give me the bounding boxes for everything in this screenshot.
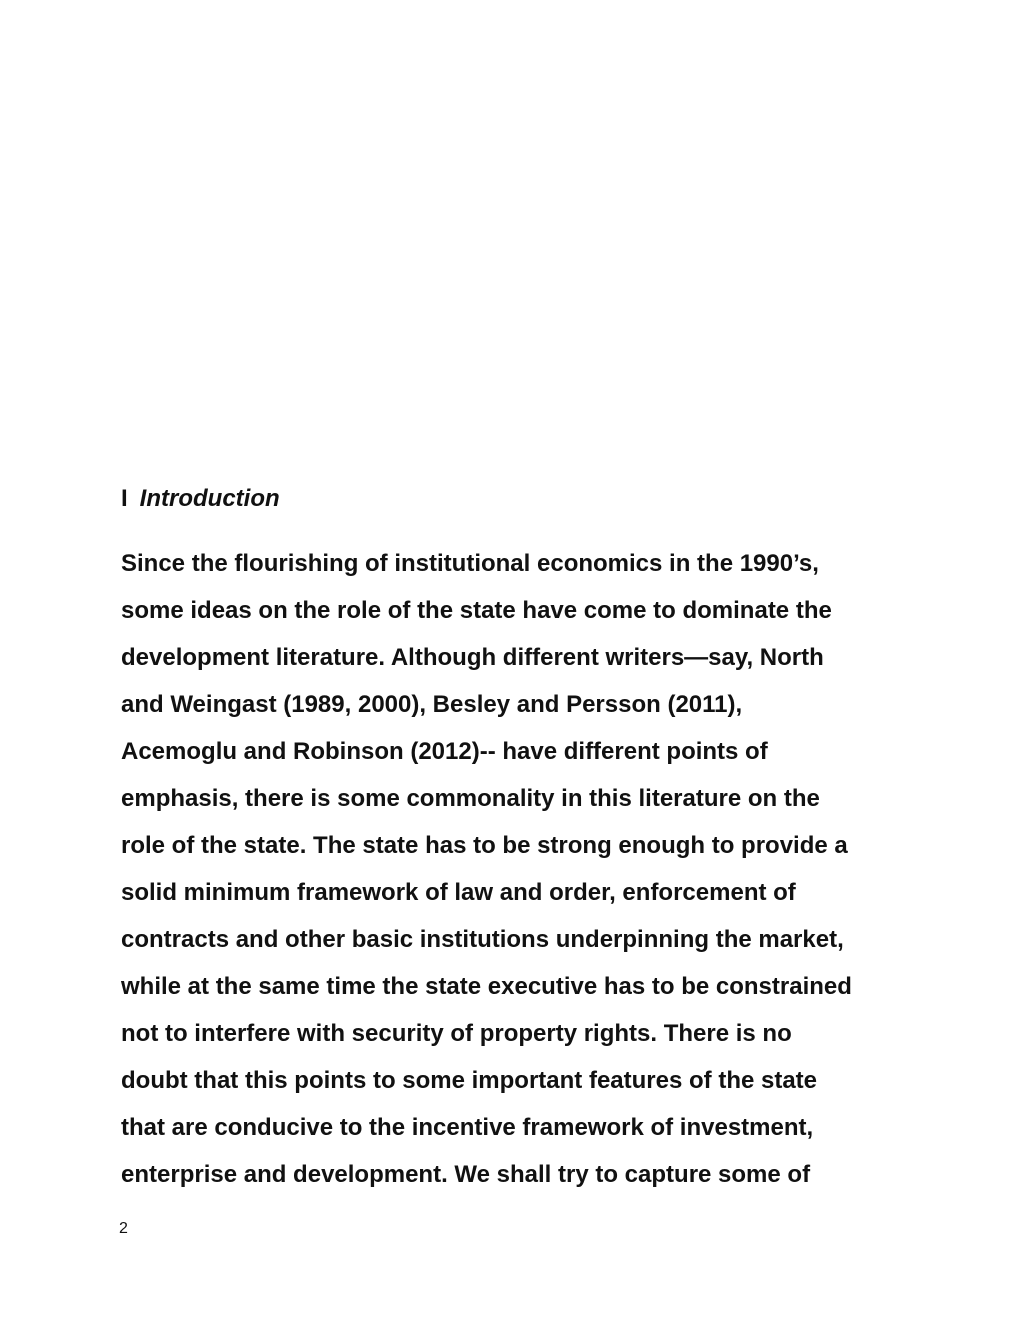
body-line: while at the same time the state executive has to be constrained (121, 973, 852, 1000)
body-line: solid minimum framework of law and order, enforcement of (121, 879, 796, 906)
section-title: Introduction (139, 485, 280, 512)
body-line: and Weingast (1989, 2000), Besley and Persson (2011), (121, 691, 743, 718)
section-number: I (121, 485, 128, 512)
body-line: emphasis, there is some commonality in this literature on the (121, 785, 820, 812)
body-line: development literature. Although different writers—say, North (121, 644, 824, 671)
body-line: doubt that this points to some important features of the state (121, 1067, 818, 1094)
body-line: Since the flourishing of institutional economics in the 1990’s, (121, 550, 819, 577)
body-line: that are conducive to the incentive framework of investment, (121, 1114, 814, 1141)
body-line: role of the state. The state has to be strong enough to provide a (121, 832, 848, 859)
section-heading (121, 482, 280, 516)
body-paragraph (121, 540, 921, 1198)
body-line: Acemoglu and Robinson (2012)-- have different points of (121, 738, 768, 765)
page-number: 2 (119, 1220, 128, 1237)
body-line: contracts and other basic institutions underpinning the market, (121, 926, 844, 953)
body-line: not to interfere with security of property rights. There is no (121, 1020, 792, 1047)
body-line: enterprise and development. We shall try to capture some of (121, 1161, 811, 1188)
body-line: some ideas on the role of the state have come to dominate the (121, 597, 832, 624)
